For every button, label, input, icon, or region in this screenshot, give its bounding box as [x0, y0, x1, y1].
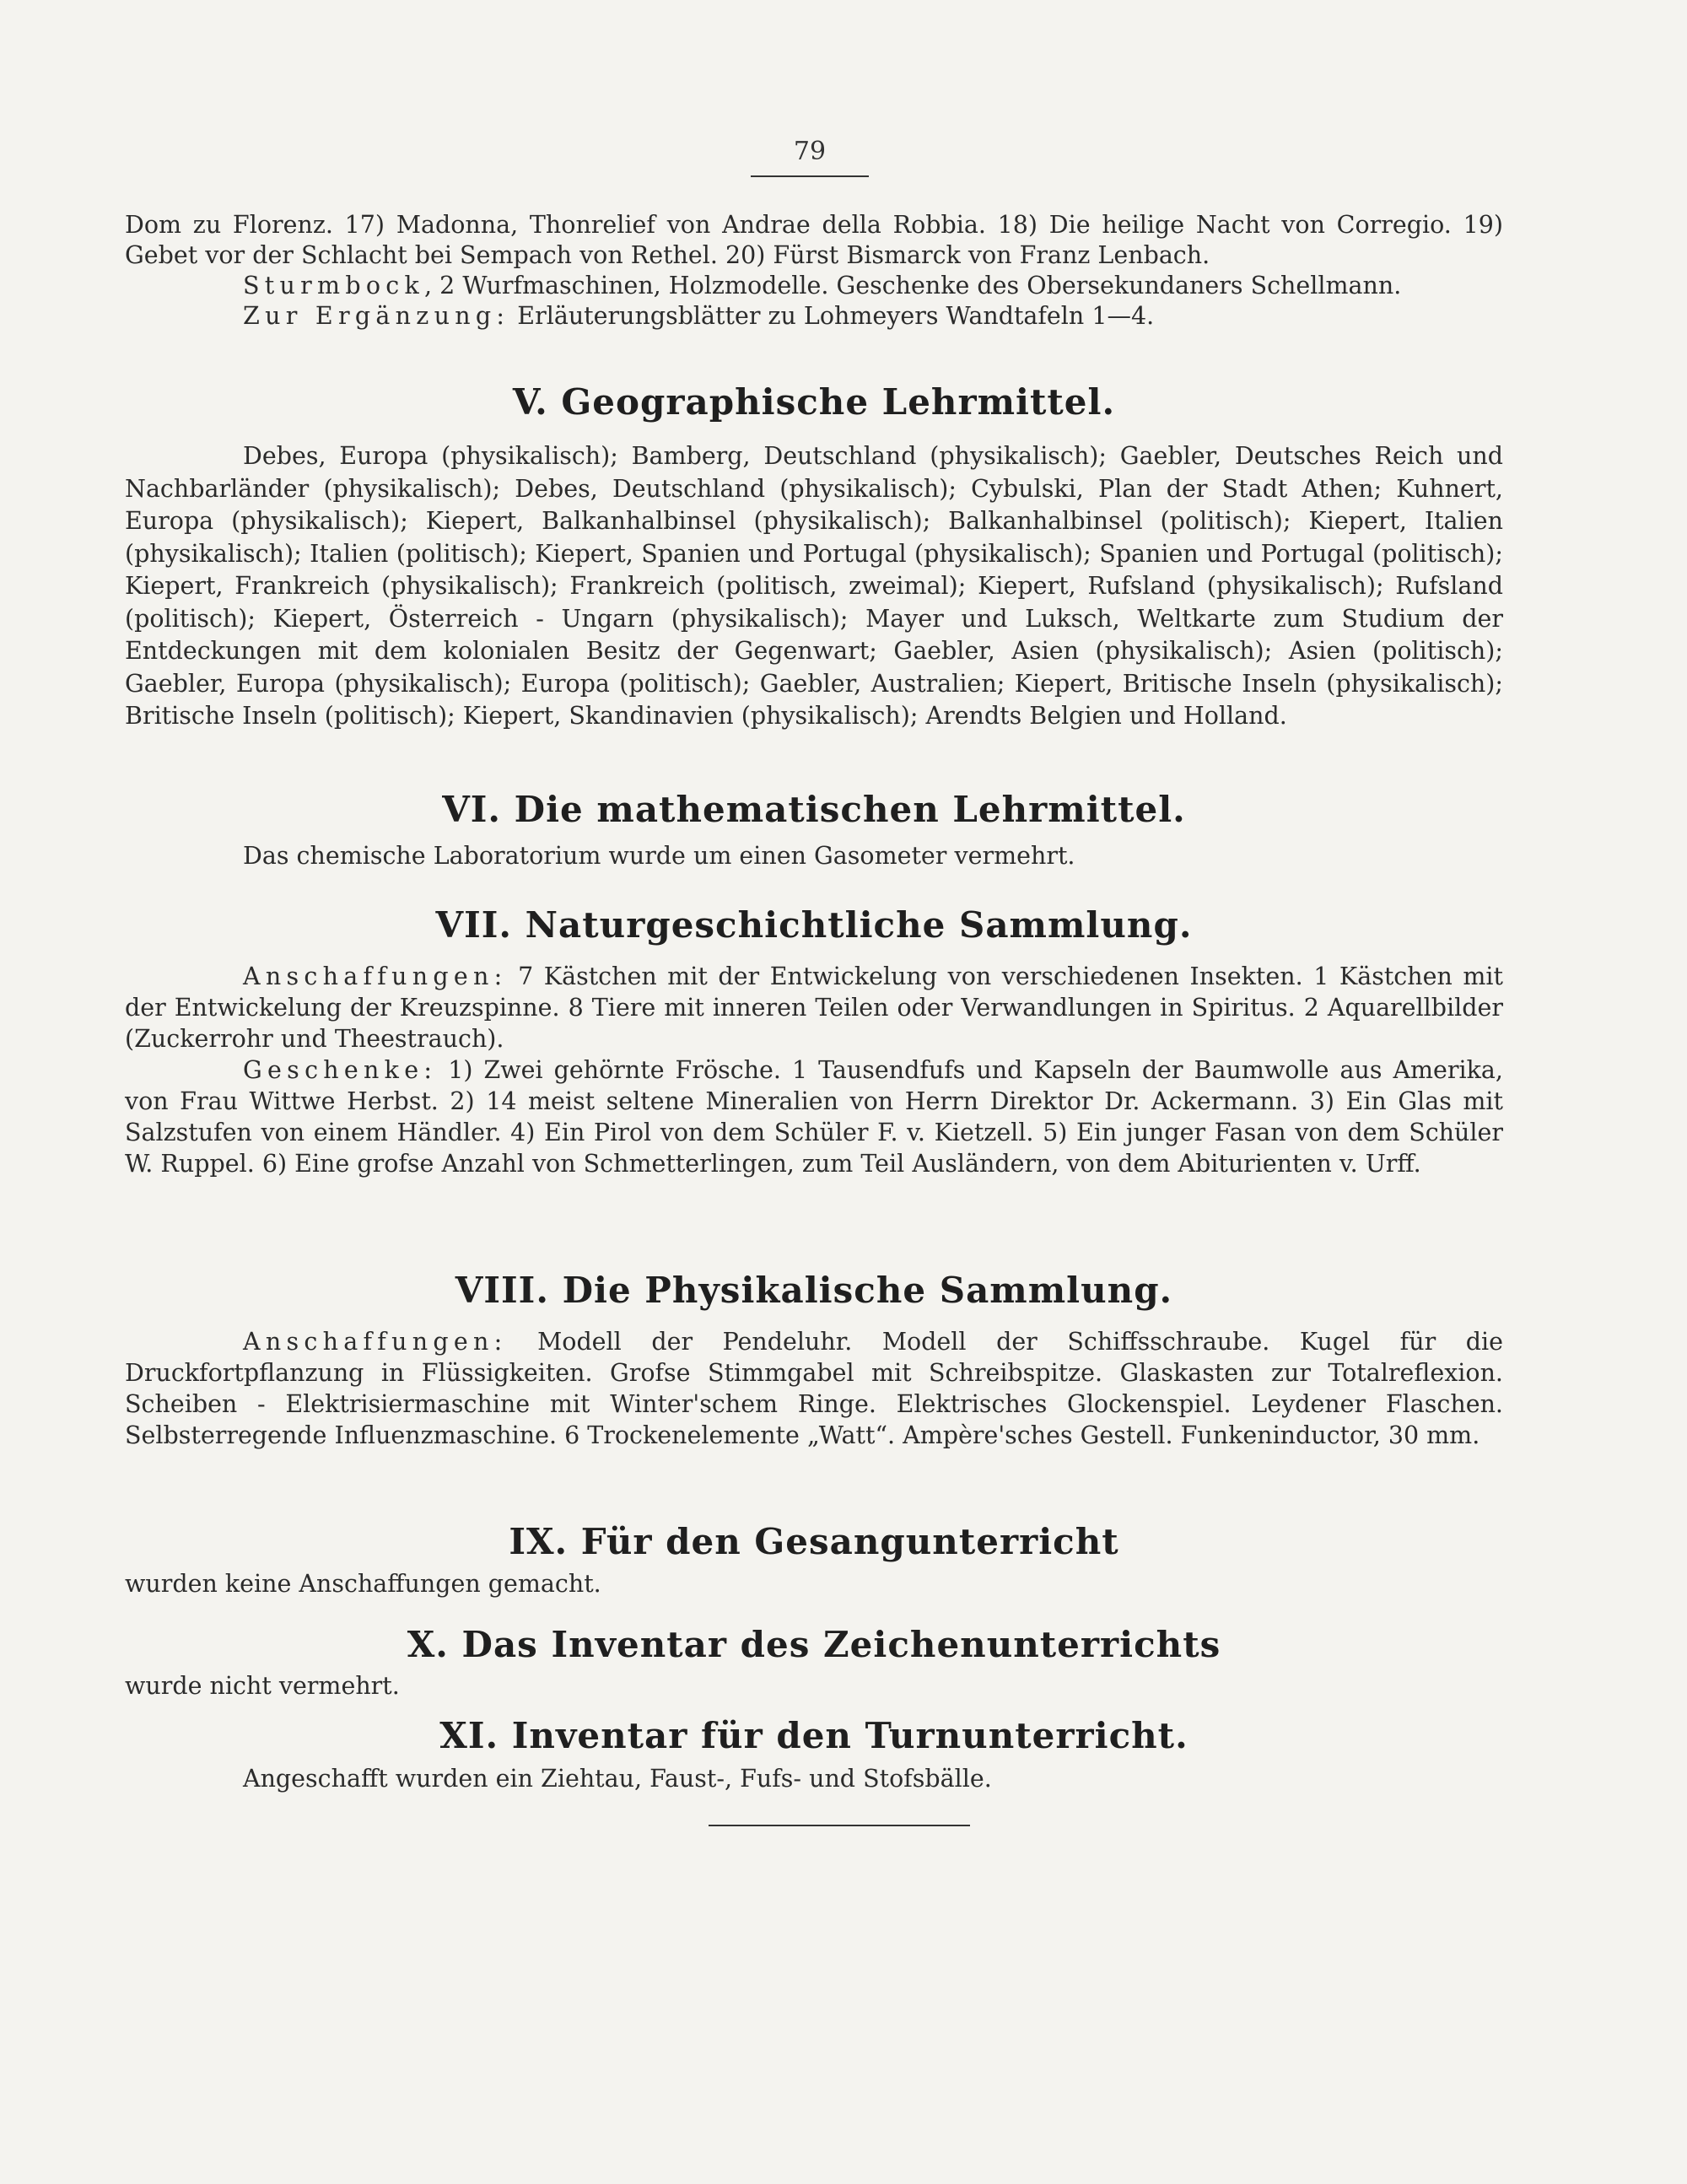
ergaenzung-label: Zur Ergänzung:: [243, 302, 510, 330]
end-rule: [709, 1825, 970, 1826]
page-number-rule: [751, 175, 869, 177]
section-xi-paragraph: Angeschafft wurden ein Ziehtau, Faust-, Fufs- und Stofsbälle.: [243, 1765, 992, 1793]
section-vi-paragraph: Das chemische Laboratorium wurde um einen Gasometer vermehrt.: [243, 842, 1075, 870]
section-xi-body: [125, 1764, 1503, 1794]
physik-anschaffungen-text: Modell der Pendeluhr. Modell der Schiffsschraube. Kugel für die Druckfortpflanzung in Flüssigkeiten. Grofse Stimmgabel mit Schreibspitze. Glaskasten zur Totalreflexion. Scheiben - Elektrisiermaschine mit Winter'schem Ringe. Elektrisches Glockenspiel. Leydener Flaschen. Selbsterregende Influenzmaschine. 6 Trockenelemente „Watt“. Ampère'sches Gestell. Funkeninductor, 30 mm.: [125, 1328, 1503, 1449]
intro-paragraph: Dom zu Florenz. 17) Madonna, Thonrelief von Andrae della Robbia. 18) Die heilige Nacht von Corregio. 19) Gebet vor der Schlacht bei Sempach von Rethel. 20) Fürst Bismarck von Franz Lenbach.: [125, 211, 1503, 269]
anschaffungen-label: Anschaffungen:: [243, 963, 508, 990]
section-viii-body: [125, 1326, 1503, 1451]
section-v-paragraph: Debes, Europa (physikalisch); Bamberg, Deutschland (physikalisch); Gaebler, Deutsches Reich und Nachbarländer (physikalisch); Debes, Deutschland (physikalisch); Cybulski, Plan der Stadt Athen; Kuhnert, Europa (physikalisch); Kiepert, Balkanhalbinsel (physikalisch); Balkanhalbinsel (politisch); Kiepert, Italien (physikalisch); Italien (politisch); Kiepert, Spanien und Portugal (physikalisch); Spanien und Portugal (politisch); Kiepert, Frankreich (physikalisch); Frankreich (politisch, zweimal); Kiepert, Rufsland (physikalisch); Rufsland (politisch); Kiepert, Österreich - Ungarn (physikalisch); Mayer und Luksch, Weltkarte zum Studium der Entdeckungen mit dem kolonialen Besitz der Gegenwart; Gaebler, Asien (physikalisch); Asien (politisch); Gaebler, Europa (physikalisch); Europa (politisch); Gaebler, Australien; Kiepert, Britische Inseln (physikalisch); Britische Inseln (politisch); Kiepert, Skandinavien (physikalisch); Arendts Belgien und Holland.: [125, 442, 1503, 730]
sturmbock-paragraph: [125, 271, 1503, 301]
physik-anschaffungen-paragraph: [125, 1326, 1503, 1451]
geschenke-paragraph: [125, 1054, 1503, 1179]
heading-gesangunterricht: IX. Für den Gesangunterricht: [509, 1521, 1119, 1562]
section-vi-body: [125, 841, 1503, 871]
heading-zeichenunterricht: X. Das Inventar des Zeichenunterrichts: [407, 1624, 1221, 1665]
section-x-body: [125, 1671, 1503, 1701]
heading-naturgeschichtliche-sammlung: VII. Naturgeschichtliche Sammlung.: [435, 904, 1193, 946]
anschaffungen-paragraph: [125, 961, 1503, 1054]
ergaenzung-text: Erläuterungsblätter zu Lohmeyers Wandtafeln 1—4.: [509, 302, 1155, 330]
heading-physikalische-sammlung: VIII. Die Physikalische Sammlung.: [455, 1270, 1173, 1311]
sturmbock-text: , 2 Wurfmaschinen, Holzmodelle. Geschenke des Obersekundaners Schellmann.: [424, 272, 1402, 299]
heading-turnunterricht: XI. Inventar für den Turnunterricht.: [439, 1715, 1188, 1756]
heading-mathematische-lehrmittel: VI. Die mathematischen Lehrmittel.: [442, 789, 1186, 830]
ergaenzung-paragraph: [125, 301, 1503, 332]
geschenke-label: Geschenke:: [243, 1056, 438, 1084]
heading-geographische-lehrmittel: V. Geographische Lehrmittel.: [512, 381, 1116, 423]
section-v-body: [125, 440, 1503, 733]
geschenke-text: 1) Zwei gehörnte Frösche. 1 Tausendfufs und Kapseln der Baumwolle aus Amerika, von Frau Wittwe Herbst. 2) 14 meist seltene Mineralien von Herrn Direktor Dr. Ackermann. 3) Ein Glas mit Salzstufen von einem Händler. 4) Ein Pirol von dem Schüler F. v. Kietzell. 5) Ein junger Fasan von dem Schüler W. Ruppel. 6) Eine grofse Anzahl von Schmetterlingen, zum Teil Ausländern, von dem Abiturienten v. Urff.: [125, 1056, 1503, 1178]
section-ix-paragraph: wurden keine Anschaffungen gemacht.: [125, 1570, 601, 1598]
page-number: 79: [793, 137, 827, 166]
intro-block: [125, 210, 1503, 332]
anschaffungen-text: 7 Kästchen mit der Entwickelung von verschiedenen Insekten. 1 Kästchen mit der Entwickelung der Kreuzspinne. 8 Tiere mit inneren Teilen oder Verwandlungen in Spiritus. 2 Aquarellbilder (Zuckerrohr und Theestrauch).: [125, 963, 1503, 1053]
section-vii-body: [125, 961, 1503, 1179]
section-x-paragraph: wurde nicht vermehrt.: [125, 1672, 400, 1700]
sturmbock-label: Sturmbock: [243, 272, 425, 299]
physik-anschaffungen-label: Anschaffungen:: [243, 1328, 508, 1356]
section-ix-body: [125, 1569, 1503, 1599]
